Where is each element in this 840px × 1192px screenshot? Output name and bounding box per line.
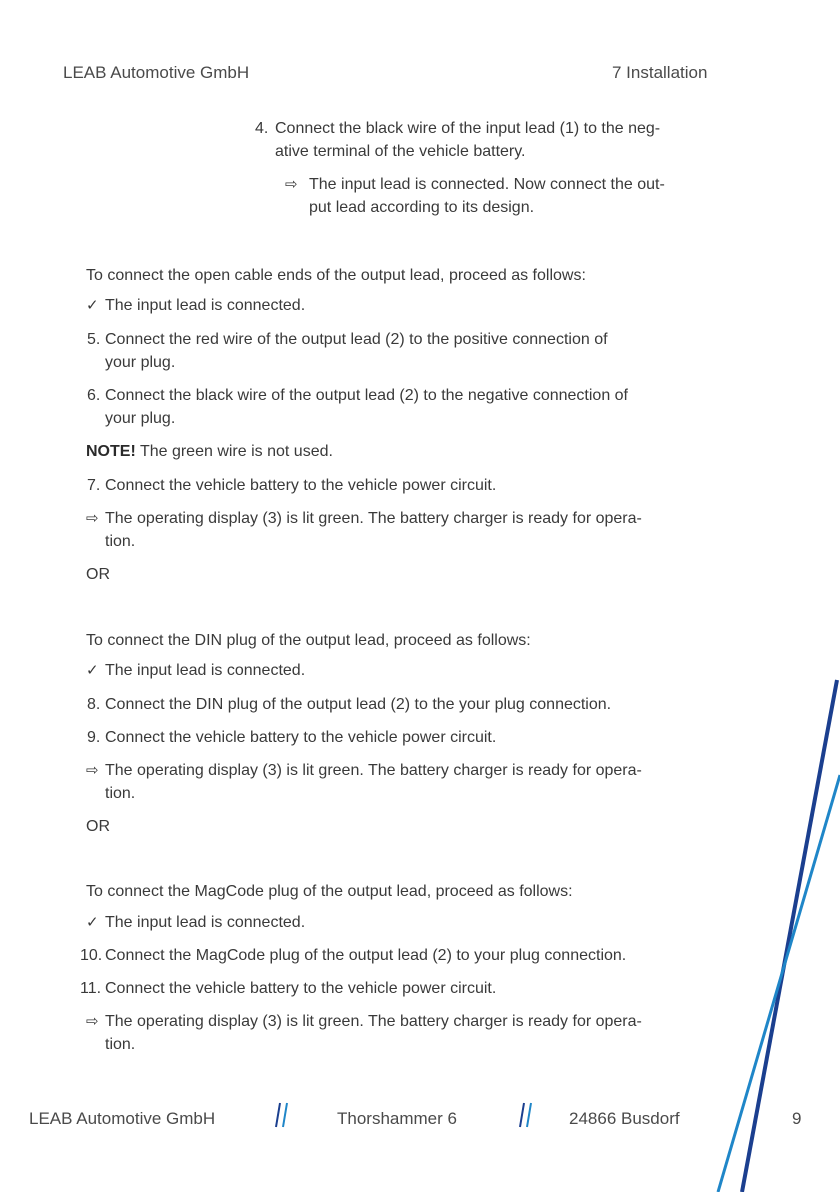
result-text: The input lead is connected. Now connect the out- put lead according to its design.	[309, 176, 665, 216]
checkmark-icon: ✓	[86, 662, 99, 679]
or-separator: OR	[86, 566, 110, 583]
checkmark-icon: ✓	[86, 297, 99, 314]
dark-blue-stripe	[742, 680, 837, 1192]
header-company: LEAB Automotive GmbH	[63, 63, 250, 82]
step-text: Connect the black wire of the input lead (1) to the neg- ative terminal of the vehicle battery.	[275, 120, 661, 160]
result: ⇨ The operating display (3) is lit green. The battery charger is ready for opera- tion.	[86, 507, 716, 553]
note-label: NOTE!	[86, 443, 136, 460]
step-5: 5. Connect the red wire of the output lead (2) to the positive connection of your plug.	[87, 331, 608, 371]
step-9: 9. Connect the vehicle battery to the vehicle power circuit.	[87, 729, 497, 746]
precondition: ✓ The input lead is connected.	[86, 294, 716, 317]
decorative-stripes	[700, 660, 840, 1192]
precondition: ✓ The input lead is connected.	[86, 911, 716, 934]
result-arrow-icon: ⇨	[285, 176, 298, 193]
result: ⇨ The operating display (3) is lit green. The battery charger is ready for opera- tion.	[86, 1010, 716, 1056]
precondition: ✓ The input lead is connected.	[86, 659, 716, 682]
footer-company: LEAB Automotive GmbH	[29, 1109, 216, 1128]
result-arrow-icon: ⇨	[86, 762, 99, 779]
step-6: 6. Connect the black wire of the output lead (2) to the negative connection of your plug.	[87, 387, 628, 427]
light-blue-stripe	[718, 775, 840, 1192]
section-intro: To connect the DIN plug of the output lead, proceed as follows:	[86, 632, 531, 649]
double-slash-divider-icon	[274, 1102, 290, 1128]
result: ⇨ The operating display (3) is lit green. The battery charger is ready for opera- tion.	[86, 759, 716, 805]
page-number: 9	[792, 1109, 802, 1128]
checkmark-icon: ✓	[86, 914, 99, 931]
double-slash-divider-icon	[518, 1102, 534, 1128]
footer-street: Thorshammer 6	[337, 1109, 457, 1128]
section-intro: To connect the MagCode plug of the output lead, proceed as follows:	[86, 883, 573, 900]
or-separator: OR	[86, 818, 110, 835]
result-arrow-icon: ⇨	[86, 510, 99, 527]
step-number: 4.	[255, 120, 269, 137]
note	[86, 440, 716, 463]
header-chapter: 7 Installation	[612, 63, 708, 82]
result-arrow-icon: ⇨	[86, 1013, 99, 1030]
step-11: 11. Connect the vehicle battery to the vehicle power circuit.	[80, 980, 497, 997]
step-8: 8. Connect the DIN plug of the output lead (2) to the your plug connection.	[87, 696, 612, 713]
footer-city: 24866 Busdorf	[569, 1109, 680, 1128]
section-intro: To connect the open cable ends of the output lead, proceed as follows:	[86, 267, 586, 284]
step-7: 7. Connect the vehicle battery to the vehicle power circuit.	[87, 477, 497, 494]
note-text: The green wire is not used.	[135, 443, 333, 460]
step-10: 10. Connect the MagCode plug of the output lead (2) to your plug connection.	[80, 947, 627, 964]
